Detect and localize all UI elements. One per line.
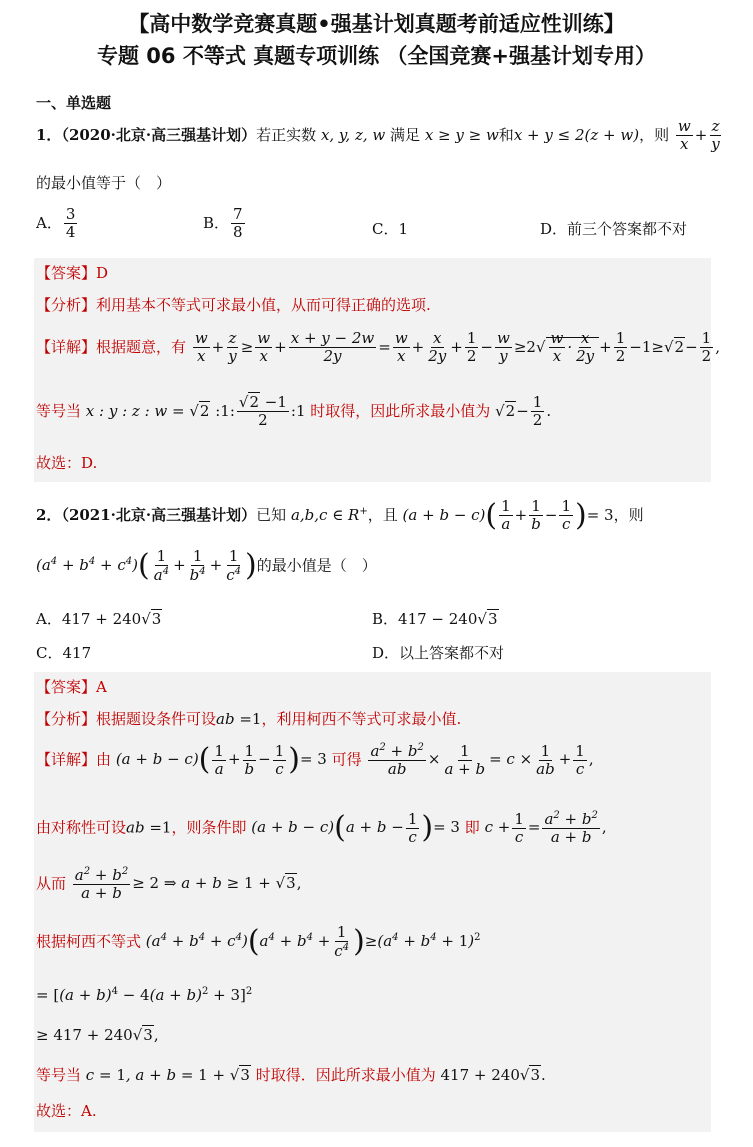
- q1-number: 1．: [36, 125, 62, 144]
- q1-equality: 等号当 x : y : z : w = √2 :1: $\frac{√2 -1}{2}$ :1 时取得，因此所求最小值为 √2− $\frac{1}{2}$ .: [36, 393, 552, 430]
- q1-stem-a: 若正实数: [256, 125, 317, 144]
- q2-target-expr: $(a^4 + b^4 + c^4)$( $\frac{1}{a^4}$ + $\frac{1}{b^4}$ + $\frac{1}{c^4}$ ): [36, 547, 257, 585]
- section-heading: 一、单选题: [36, 94, 112, 112]
- title-line-2: 专题 06 不等式 真题专项训练 （全国竞赛+强基计划专用）: [96, 44, 657, 68]
- q1-then: ，则: [639, 125, 670, 144]
- q2-source: （2021·北京·高三强基计划）: [61, 505, 257, 524]
- q1-detail-expr: $\frac{w}{x}$ + $\frac{z}{y}$ ≥ $\frac{w}{x}$ + $\frac{x + y - 2w}{2y}$ = $\frac{w}{x}$ + $\frac{x}{2y}$ + $\frac{1}{2}$ − $\frac{w}{y}$ ≥2√ $\frac{w}{x}$ · $\frac{x}{2y}$ + $\frac{1}{2}$ −1≥√2− $\frac{1}{2}$ ,: [194, 329, 720, 366]
- q1-target-expr: $\frac{w}{x}$ + $\frac{z}{y}$: [677, 117, 720, 154]
- title-line-1: 【高中数学竞赛真题•强基计划真题考前适应性训练】: [128, 12, 625, 36]
- q2-detail-expr1: (a + b − c)( $\frac{1}{a}$ + $\frac{1}{b}$ − $\frac{1}{c}$ )= 3: [115, 741, 327, 778]
- q1-stem: [36, 118, 724, 154]
- q1-cond2: x + y ≤ 2(z + w): [513, 125, 640, 144]
- q1-option-c: C．1: [372, 220, 409, 238]
- q1-and: 和: [498, 125, 514, 144]
- q1-solution-box: [34, 258, 711, 482]
- q1-option-d: D．前三个答案都不对: [540, 220, 688, 238]
- q1-equality-expr: x : y : z : w = √2 :1: $\frac{√2 -1}{2}$ :1: [85, 393, 306, 430]
- q2-stem: 2．（2021·北京·高三强基计划）已知 a,b,c ∈ R+，且 (a + b − c)( $\frac{1}{a}$ + $\frac{1}{b}$ − $\frac{1}{c}$ )= 3，则: [36, 497, 644, 534]
- q2-option-c: C．417: [36, 644, 92, 662]
- q2-detail: 【详解】由 (a + b − c)( $\frac{1}{a}$ + $\frac{1}{b}$ − $\frac{1}{c}$ )= 3 可得 $\frac{a^2 + b^2}{ab}$ × $\frac{1}{a + b}$ = c × $\frac{1}{ab}$ + $\frac{1}{c}$ ,: [36, 741, 594, 779]
- q2-answer: 【答案】A: [36, 678, 107, 696]
- q2-line2-expr: (a + b − c)(a + b − $\frac{1}{c}$ )= 3: [251, 809, 460, 846]
- q2-choose: 故选：A.: [36, 1102, 97, 1120]
- q2-equality-expr: c = 1, a + b = 1 + √3: [85, 1066, 250, 1084]
- q2-option-b: B．417 − 240√3: [372, 610, 498, 628]
- q2-min-expr: 417 + 240√3.: [440, 1066, 546, 1084]
- q1-cond1: x ≥ y ≥ w: [424, 125, 499, 144]
- q2-equality: 等号当 c = 1, a + b = 1 + √3 时取得．因此所求最小值为 417 + 240√3.: [36, 1066, 546, 1084]
- q1-detail: 【详解】根据题意，有 $\frac{w}{x}$ + $\frac{z}{y}$ ≥ $\frac{w}{x}$ + $\frac{x + y - 2w}{2y}$ = $\frac{w}{x}$ + $\frac{x}{2y}$ + $\frac{1}{2}$ − $\frac{w}{y}$ ≥2√ $\frac{w}{x}$ · $\frac{x}{2y}$ + $\frac{1}{2}$ −1≥√2− $\frac{1}{2}$ ,: [36, 329, 720, 366]
- q2-line2-expr2: c + $\frac{1}{c}$ = $\frac{a^2 + b^2}{a + b}$ ,: [484, 809, 607, 847]
- q1-source: （2020·北京·高三强基计划）: [61, 125, 257, 144]
- q2-line4: 根据柯西不等式 $(a^4 + b^4 + c^4)(a^4 + b^4$ + $\frac{1}{c^4}$ )$\ge(a^4 + b^4 + 1)^2$: [36, 923, 481, 961]
- q2-line3-expr: $\frac{a^2 + b^2}{a + b}$ ≥ 2 ⇒ a + b ≥ 1 + √3,: [74, 866, 302, 903]
- q1-choose: 故选：D.: [36, 454, 98, 472]
- q1-answer: 【答案】D: [36, 264, 109, 282]
- q1-vars: x, y, z, w: [320, 125, 386, 144]
- q2-number: 2．: [36, 505, 62, 524]
- q1-option-a: A． $\frac{3}{4}$: [36, 205, 76, 242]
- q2-line5-expr: = $[(a + b)^4 - 4(a + b)^2 + 3]^2$: [36, 986, 253, 1004]
- q2-line2: 由对称性可设ab =1，则条件即 (a + b − c)(a + b − $\frac{1}{c}$ )= 3 即 c + $\frac{1}{c}$ = $\frac{a^2 + b^2}{a + b}$ ,: [36, 809, 607, 847]
- q1-analysis: 【分析】利用基本不等式可求最小值，从而可得正确的选项.: [36, 296, 431, 314]
- q2-line5: [36, 986, 252, 1004]
- q2-stem-line2: $(a^4 + b^4 + c^4)$( $\frac{1}{a^4}$ + $\frac{1}{b^4}$ + $\frac{1}{c^4}$ )的最小值是（ ）: [36, 547, 377, 585]
- q2-line4-expr: $(a^4 + b^4 + c^4)(a^4 + b^4$ + $\frac{1}{c^4}$ )$\ge(a^4 + b^4 + 1)^2$: [145, 923, 481, 961]
- q2-option-d: D．以上答案都不对: [372, 644, 505, 662]
- q2-detail-expr2: $\frac{a^2 + b^2}{ab}$ × $\frac{1}{a + b}$ = c × $\frac{1}{ab}$ + $\frac{1}{c}$ ,: [370, 741, 594, 779]
- q2-line6: [36, 1026, 159, 1044]
- q2-option-a: A．417 + 240√3: [36, 610, 162, 628]
- q2-line6-expr: ≥ 417 + 240√3,: [36, 1026, 159, 1044]
- q1-stem-end: 的最小值等于（ ）: [36, 174, 172, 192]
- q1-min-expr: √2− $\frac{1}{2}$ .: [495, 393, 552, 430]
- q2-analysis: 【分析】根据题设条件可设ab =1，利用柯西不等式可求最小值.: [36, 710, 462, 728]
- q1-option-b: B． $\frac{7}{8}$: [203, 205, 243, 242]
- q1-stem-b: 满足: [390, 125, 421, 144]
- q2-stem-vars: a,b,c ∈ R: [290, 505, 360, 524]
- q2-condition-expr: (a + b − c)( $\frac{1}{a}$ + $\frac{1}{b}$ − $\frac{1}{c}$ )= 3: [402, 497, 614, 534]
- q2-line3: 从而 $\frac{a^2 + b^2}{a + b}$ ≥ 2 ⇒ a + b ≥ 1 + √3,: [36, 866, 302, 903]
